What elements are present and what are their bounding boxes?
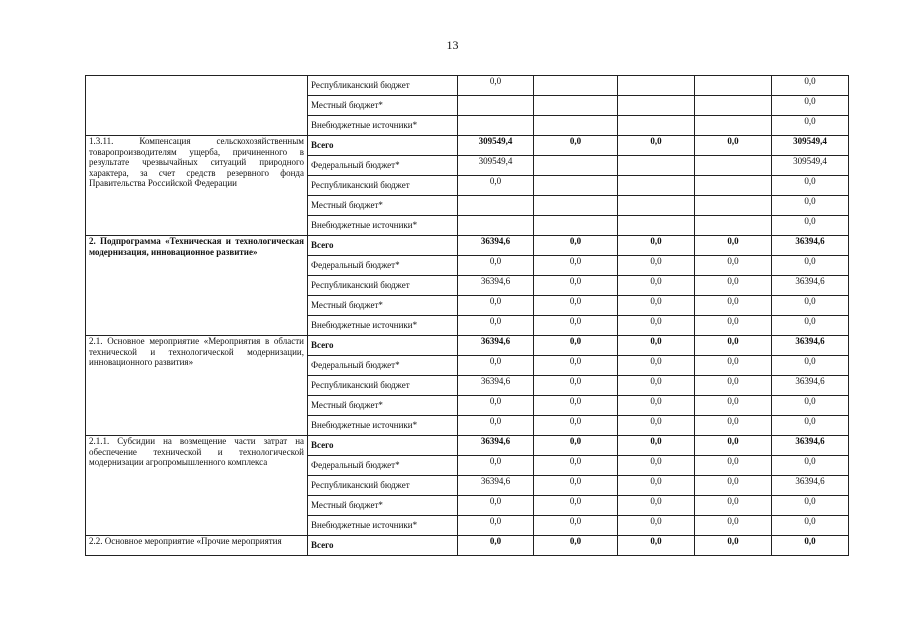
amount-cell: 309549,4 <box>772 156 849 176</box>
amount-cell: 0,0 <box>695 376 772 396</box>
amount-cell: 309549,4 <box>772 136 849 156</box>
amount-cell: 0,0 <box>772 316 849 336</box>
amount-cell: 0,0 <box>618 376 695 396</box>
amount-cell <box>534 96 618 116</box>
amount-cell: 36394,6 <box>458 276 534 296</box>
amount-cell <box>534 76 618 96</box>
amount-cell <box>695 76 772 96</box>
amount-cell <box>618 76 695 96</box>
amount-cell: 0,0 <box>618 536 695 556</box>
funding-source: Внебюджетные источники* <box>308 216 458 236</box>
amount-cell <box>618 116 695 136</box>
amount-cell <box>618 216 695 236</box>
amount-cell: 0,0 <box>618 356 695 376</box>
amount-cell: 0,0 <box>458 416 534 436</box>
funding-source: Всего <box>308 236 458 256</box>
amount-cell: 0,0 <box>618 436 695 456</box>
amount-cell: 0,0 <box>772 296 849 316</box>
amount-cell: 0,0 <box>534 356 618 376</box>
amount-cell <box>618 176 695 196</box>
funding-source: Местный бюджет* <box>308 296 458 316</box>
amount-cell: 0,0 <box>534 376 618 396</box>
funding-source: Федеральный бюджет* <box>308 456 458 476</box>
amount-cell <box>618 96 695 116</box>
amount-cell: 0,0 <box>534 476 618 496</box>
amount-cell <box>534 156 618 176</box>
amount-cell: 0,0 <box>534 136 618 156</box>
amount-cell: 0,0 <box>458 316 534 336</box>
amount-cell: 0,0 <box>772 196 849 216</box>
amount-cell: 36394,6 <box>772 436 849 456</box>
activity-name-cell <box>86 76 308 136</box>
amount-cell: 0,0 <box>458 516 534 536</box>
amount-cell: 0,0 <box>458 496 534 516</box>
amount-cell: 36394,6 <box>772 476 849 496</box>
amount-cell: 36394,6 <box>458 436 534 456</box>
activity-name-cell <box>86 136 308 236</box>
amount-cell: 0,0 <box>534 276 618 296</box>
amount-cell: 0,0 <box>534 256 618 276</box>
amount-cell: 309549,4 <box>458 136 534 156</box>
activity-name: 2.1.1. Субсидии на возмещение части затрат на обеспечение технической и технологической модернизации агропромышленного комплекса <box>89 436 304 467</box>
funding-source: Внебюджетные источники* <box>308 316 458 336</box>
funding-source: Республиканский бюджет <box>308 376 458 396</box>
activity-name-cell <box>86 336 308 436</box>
amount-cell: 0,0 <box>458 176 534 196</box>
amount-cell <box>695 156 772 176</box>
amount-cell: 0,0 <box>534 316 618 336</box>
amount-cell: 0,0 <box>618 456 695 476</box>
budget-table <box>85 75 849 556</box>
amount-cell: 36394,6 <box>458 236 534 256</box>
amount-cell: 0,0 <box>772 516 849 536</box>
amount-cell: 0,0 <box>695 416 772 436</box>
amount-cell: 36394,6 <box>772 236 849 256</box>
amount-cell <box>695 96 772 116</box>
amount-cell: 0,0 <box>695 476 772 496</box>
amount-cell: 0,0 <box>772 176 849 196</box>
amount-cell: 0,0 <box>534 336 618 356</box>
funding-source: Всего <box>308 536 458 556</box>
activity-name-cell <box>86 536 308 556</box>
amount-cell: 0,0 <box>458 256 534 276</box>
activity-name-cell <box>86 436 308 536</box>
amount-cell: 0,0 <box>618 296 695 316</box>
table-row <box>86 136 849 156</box>
amount-cell: 36394,6 <box>772 336 849 356</box>
funding-source: Всего <box>308 336 458 356</box>
amount-cell: 309549,4 <box>458 156 534 176</box>
amount-cell: 0,0 <box>695 516 772 536</box>
amount-cell <box>695 216 772 236</box>
amount-cell: 0,0 <box>534 536 618 556</box>
amount-cell: 0,0 <box>618 236 695 256</box>
funding-source: Федеральный бюджет* <box>308 256 458 276</box>
funding-source: Республиканский бюджет <box>308 476 458 496</box>
amount-cell: 0,0 <box>695 396 772 416</box>
amount-cell: 0,0 <box>695 496 772 516</box>
funding-source: Внебюджетные источники* <box>308 416 458 436</box>
amount-cell: 36394,6 <box>458 376 534 396</box>
activity-name: 2. Подпрограмма «Техническая и технологическая модернизация, инновационное развитие» <box>89 236 304 257</box>
amount-cell <box>458 196 534 216</box>
amount-cell: 0,0 <box>695 136 772 156</box>
funding-source: Внебюджетные источники* <box>308 116 458 136</box>
amount-cell: 0,0 <box>695 316 772 336</box>
amount-cell: 0,0 <box>534 396 618 416</box>
amount-cell <box>534 196 618 216</box>
amount-cell <box>534 216 618 236</box>
table-row <box>86 76 849 96</box>
funding-source: Местный бюджет* <box>308 396 458 416</box>
amount-cell: 0,0 <box>695 436 772 456</box>
amount-cell <box>534 176 618 196</box>
funding-source: Федеральный бюджет* <box>308 356 458 376</box>
amount-cell: 36394,6 <box>458 476 534 496</box>
amount-cell: 0,0 <box>695 276 772 296</box>
amount-cell: 0,0 <box>534 496 618 516</box>
amount-cell: 0,0 <box>695 336 772 356</box>
amount-cell: 0,0 <box>618 496 695 516</box>
amount-cell: 0,0 <box>458 76 534 96</box>
amount-cell: 0,0 <box>534 516 618 536</box>
amount-cell: 0,0 <box>618 276 695 296</box>
amount-cell: 0,0 <box>772 76 849 96</box>
amount-cell: 0,0 <box>772 536 849 556</box>
amount-cell <box>695 116 772 136</box>
amount-cell <box>695 176 772 196</box>
funding-source: Местный бюджет* <box>308 96 458 116</box>
amount-cell: 0,0 <box>695 256 772 276</box>
activity-name-cell <box>86 236 308 336</box>
funding-source: Республиканский бюджет <box>308 76 458 96</box>
funding-source: Всего <box>308 136 458 156</box>
amount-cell <box>618 196 695 216</box>
funding-source: Всего <box>308 436 458 456</box>
amount-cell: 0,0 <box>772 96 849 116</box>
amount-cell: 0,0 <box>772 216 849 236</box>
amount-cell: 0,0 <box>618 516 695 536</box>
amount-cell: 0,0 <box>772 356 849 376</box>
amount-cell: 0,0 <box>695 456 772 476</box>
amount-cell: 0,0 <box>618 336 695 356</box>
activity-name: 2.2. Основное мероприятие «Прочие мероприятия <box>89 536 282 546</box>
amount-cell <box>458 116 534 136</box>
amount-cell: 0,0 <box>458 536 534 556</box>
amount-cell: 0,0 <box>695 356 772 376</box>
amount-cell: 0,0 <box>772 496 849 516</box>
funding-source: Местный бюджет* <box>308 196 458 216</box>
amount-cell <box>458 216 534 236</box>
activity-name: 2.1. Основное мероприятие «Мероприятия в области технической и технологической модернизации, инновационного развития» <box>89 336 304 367</box>
funding-source: Внебюджетные источники* <box>308 516 458 536</box>
amount-cell <box>695 196 772 216</box>
funding-source: Федеральный бюджет* <box>308 156 458 176</box>
amount-cell: 0,0 <box>458 356 534 376</box>
amount-cell: 0,0 <box>534 296 618 316</box>
amount-cell: 0,0 <box>695 296 772 316</box>
amount-cell: 0,0 <box>772 416 849 436</box>
amount-cell: 0,0 <box>618 316 695 336</box>
table-row <box>86 436 849 456</box>
amount-cell: 0,0 <box>772 116 849 136</box>
amount-cell: 0,0 <box>618 396 695 416</box>
amount-cell: 0,0 <box>534 416 618 436</box>
amount-cell <box>534 116 618 136</box>
amount-cell: 36394,6 <box>458 336 534 356</box>
amount-cell: 0,0 <box>772 256 849 276</box>
amount-cell: 0,0 <box>534 456 618 476</box>
amount-cell: 0,0 <box>458 396 534 416</box>
amount-cell: 0,0 <box>534 236 618 256</box>
amount-cell: 0,0 <box>695 236 772 256</box>
page-number: 13 <box>446 38 459 52</box>
amount-cell: 36394,6 <box>772 276 849 296</box>
amount-cell: 0,0 <box>458 456 534 476</box>
amount-cell: 0,0 <box>618 476 695 496</box>
amount-cell: 0,0 <box>772 456 849 476</box>
table-row <box>86 536 849 556</box>
amount-cell: 0,0 <box>618 416 695 436</box>
table-row <box>86 336 849 356</box>
funding-source: Республиканский бюджет <box>308 276 458 296</box>
activity-name: 1.3.11. Компенсация сельскохозяйственным товаропроизводителям ущерба, причиненного в результате чрезвычайных ситуаций природного характера, за счет средств резервного фонда Правительства Российской Федерации <box>89 136 304 188</box>
amount-cell: 0,0 <box>618 256 695 276</box>
amount-cell: 36394,6 <box>772 376 849 396</box>
funding-source: Местный бюджет* <box>308 496 458 516</box>
amount-cell: 0,0 <box>772 396 849 416</box>
amount-cell <box>618 156 695 176</box>
amount-cell: 0,0 <box>458 296 534 316</box>
table-row <box>86 236 849 256</box>
amount-cell: 0,0 <box>534 436 618 456</box>
amount-cell: 0,0 <box>618 136 695 156</box>
amount-cell: 0,0 <box>695 536 772 556</box>
funding-source: Республиканский бюджет <box>308 176 458 196</box>
amount-cell <box>458 96 534 116</box>
